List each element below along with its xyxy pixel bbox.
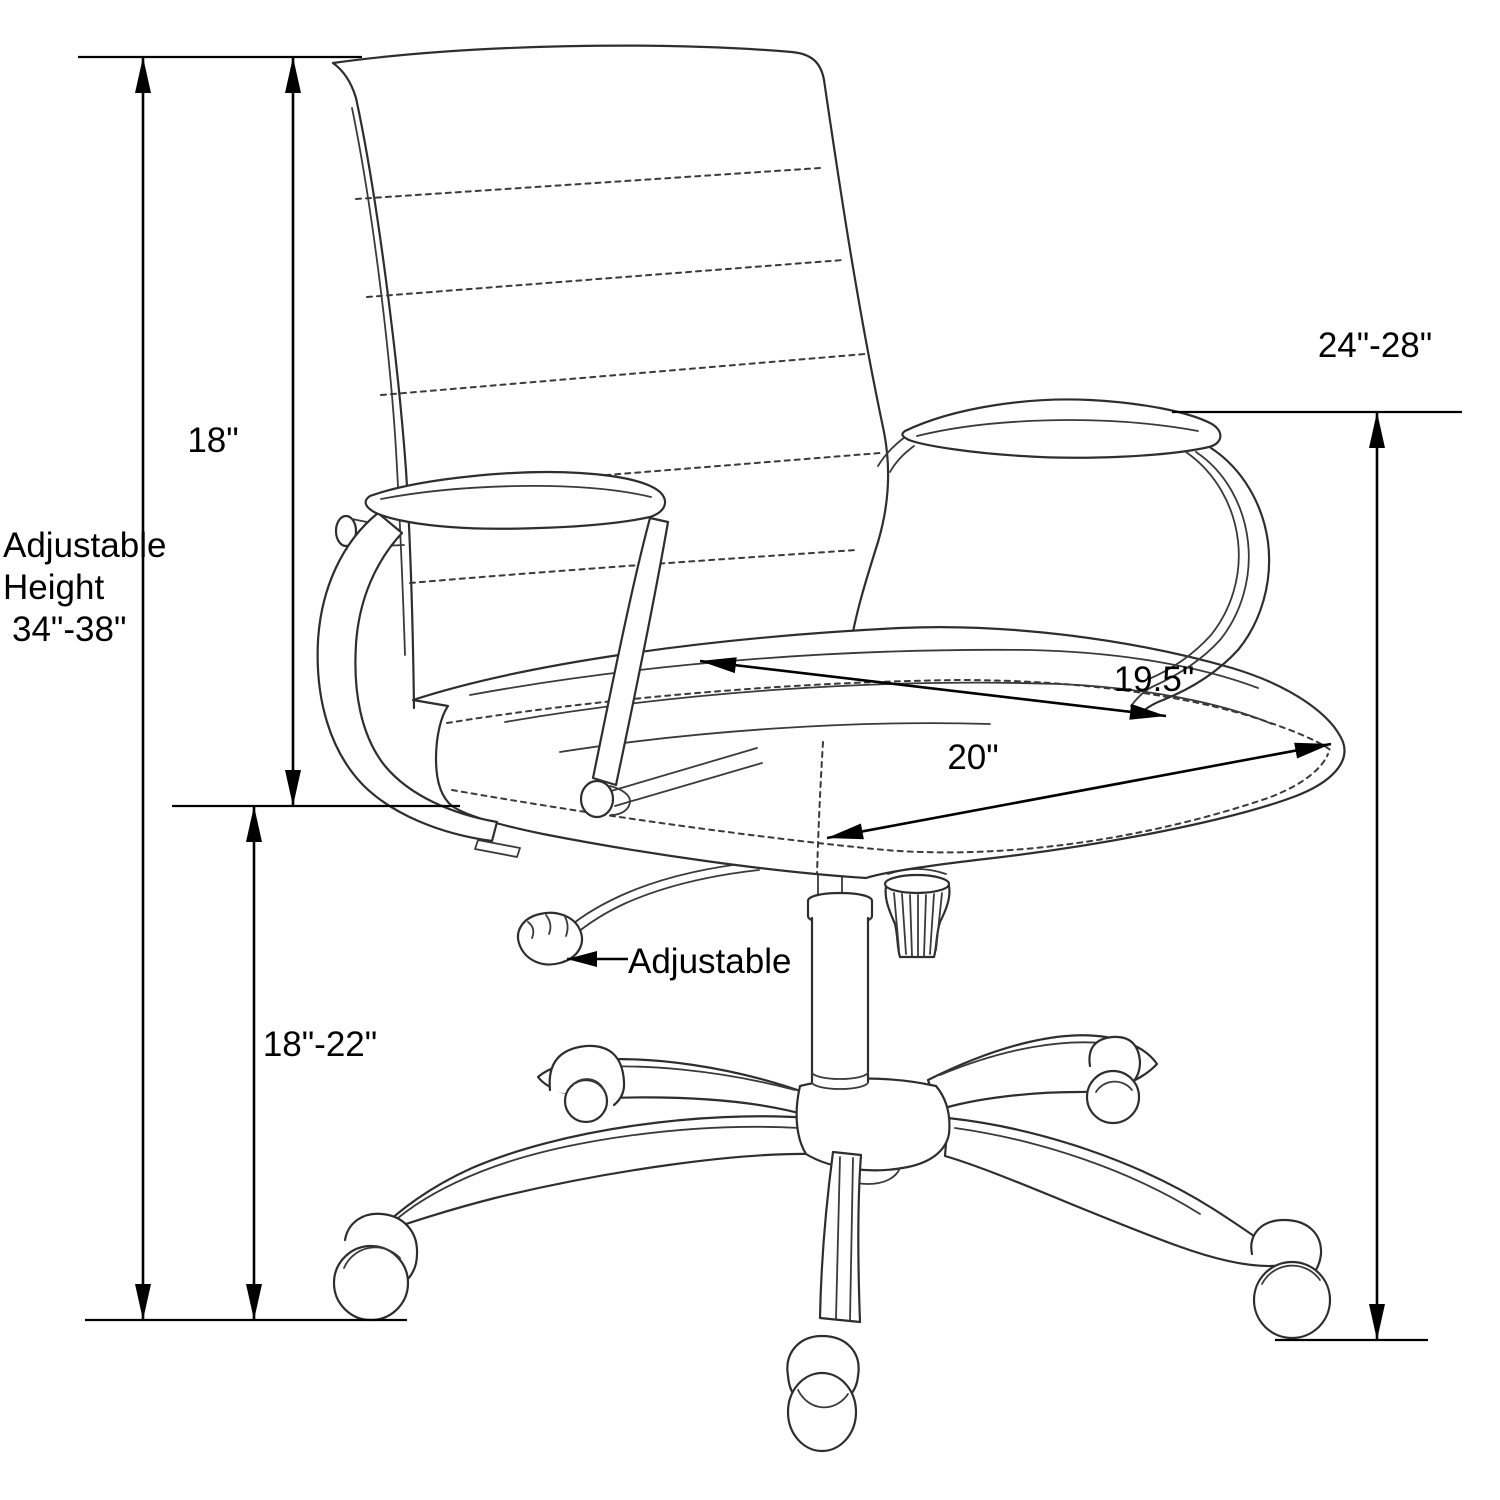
label-seat-depth: 19.5" [1113,660,1195,699]
base-leg-right [945,1118,1290,1266]
label-back-height: 18" [187,421,239,460]
label-overall-height-line2: Height [3,568,105,607]
backrest [333,46,888,712]
caster-rear-left [550,1046,624,1122]
caster-right [1251,1220,1330,1338]
label-seat-height: 18"-22" [262,1025,378,1064]
caster-front [787,1336,858,1451]
label-lever-adjustable: Adjustable [628,942,792,981]
base-leg-front [820,1152,861,1322]
caster-rear-right [1087,1037,1140,1123]
label-overall-height-line1: Adjustable [3,526,167,565]
base-leg-left [376,1116,818,1234]
label-overall-height-line3: 34"-38" [12,610,127,649]
chair-line-art [318,46,1345,1451]
label-seat-width: 20" [947,738,999,777]
gas-lift [808,853,872,1089]
label-arm-height: 24"-28" [1317,326,1433,365]
base-hub [797,1079,950,1171]
caster-left [334,1214,417,1320]
chair-base [334,1035,1330,1451]
